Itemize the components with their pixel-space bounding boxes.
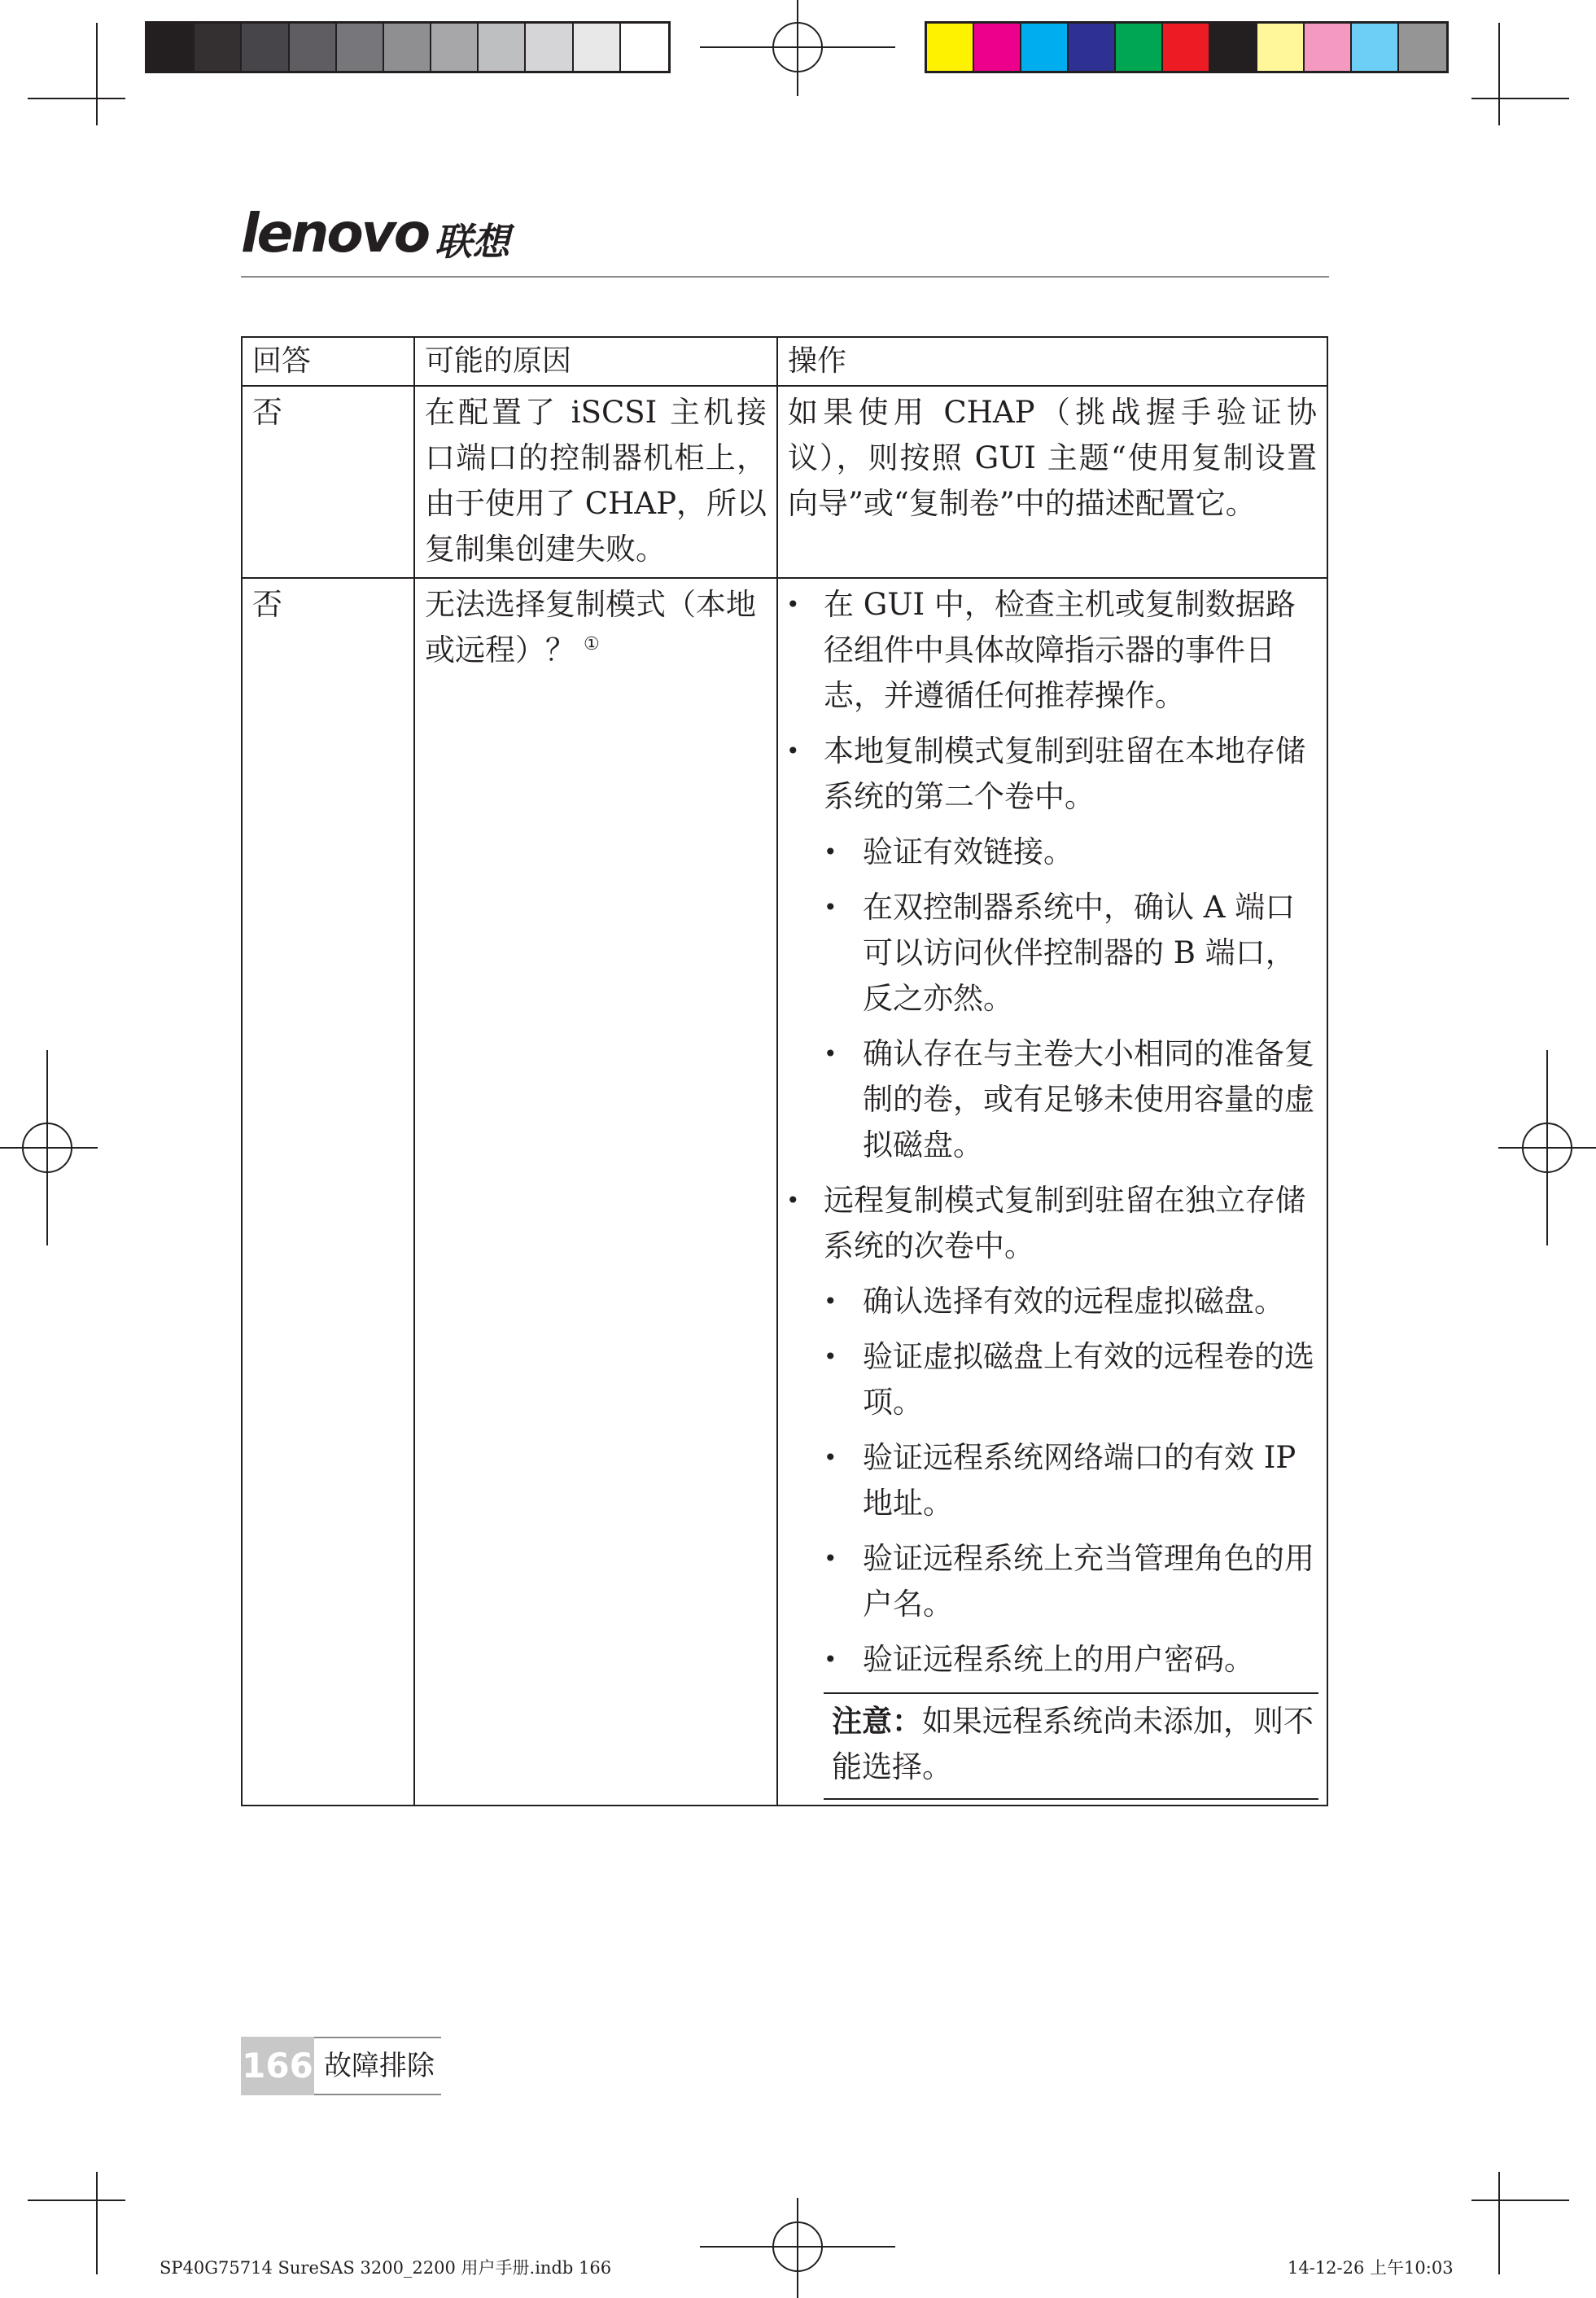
- gray-swatch: [384, 24, 431, 71]
- section-label: 故障排除: [314, 2037, 441, 2095]
- crop-mark: [28, 98, 125, 99]
- color-swatch: [1021, 24, 1069, 71]
- color-swatch: [1257, 24, 1305, 71]
- crop-mark: [96, 23, 98, 125]
- column-header-answer: 回答: [242, 337, 414, 386]
- column-header-cause: 可能的原因: [414, 337, 777, 386]
- list-item: [788, 582, 1318, 719]
- color-swatch: [1069, 24, 1116, 71]
- color-swatch: [974, 24, 1021, 71]
- sub-list-item: • 验证远程系统上的用户密码。: [824, 1637, 1318, 1683]
- color-swatch: [1305, 24, 1352, 71]
- troubleshooting-table: [241, 336, 1328, 1806]
- list-item-text: 本地复制模式复制到驻留在本地存储系统的第二个卷中。: [824, 733, 1305, 814]
- color-swatch: [1399, 24, 1446, 71]
- cause-cell: [414, 578, 777, 1806]
- table-row: [242, 386, 1327, 578]
- gray-swatch: [431, 24, 479, 71]
- sub-list-item: • 确认选择有效的远程虚拟磁盘。: [824, 1279, 1318, 1324]
- cause-cell: 在配置了 iSCSI 主机接口端口的控制器机柜上，由于使用了 CHAP，所以复制集创建失败。: [414, 386, 777, 578]
- list-item-text: 远程复制模式复制到驻留在独立存储系统的次卷中。: [824, 1183, 1305, 1263]
- gray-swatch: [147, 24, 195, 71]
- logo-chinese: 联想: [435, 220, 510, 264]
- answer-cell: 否: [242, 578, 414, 1806]
- registration-mark-bottom: [700, 2198, 895, 2298]
- logo-wordmark: lenovo: [241, 202, 429, 265]
- sub-list-item: • 验证虚拟磁盘上有效的远程卷的选项。: [824, 1334, 1318, 1425]
- gray-swatch: [242, 24, 289, 71]
- registration-mark-left: [0, 1050, 98, 1245]
- cause-text: 无法选择复制模式（本地或远程）？: [425, 587, 756, 668]
- color-swatch: [927, 24, 974, 71]
- color-swatch: [1116, 24, 1163, 71]
- table-row: [242, 578, 1327, 1806]
- color-swatch: [1352, 24, 1399, 71]
- list-item-text: 在 GUI 中，检查主机或复制数据路径组件中具体故障指示器的事件日志，并遵循任何推荐操作。: [824, 587, 1296, 713]
- sub-list: [824, 1279, 1318, 1683]
- sub-list-item: • 验证远程系统上充当管理角色的用户名。: [824, 1536, 1318, 1627]
- sub-list-item: • 验证有效链接。: [824, 829, 1318, 875]
- list-item: [788, 1178, 1318, 1683]
- crop-mark: [1498, 23, 1500, 125]
- crop-mark: [28, 2200, 125, 2201]
- gray-swatch: [621, 24, 668, 71]
- crop-mark: [1471, 98, 1569, 99]
- column-header-action: 操作: [777, 337, 1327, 386]
- sub-list: [824, 829, 1318, 1168]
- color-swatch: [1163, 24, 1210, 71]
- crop-mark: [96, 2172, 98, 2274]
- gray-swatch: [526, 24, 573, 71]
- table-header-row: [242, 337, 1327, 386]
- gray-swatch: [574, 24, 621, 71]
- crop-mark: [1471, 2200, 1569, 2201]
- gray-swatch: [195, 24, 242, 71]
- print-slug-right: 14-12-26 上午10:03: [1288, 2258, 1454, 2278]
- page-number: 166: [241, 2037, 314, 2095]
- color-calibration-bar: [925, 21, 1449, 73]
- sub-list-item: • 确认存在与主卷大小相同的准备复制的卷，或有足够未使用容量的虚拟磁盘。: [824, 1031, 1318, 1168]
- gray-swatch: [479, 24, 526, 71]
- note-text: 如果远程系统尚未添加，则不能选择。: [832, 1704, 1314, 1784]
- action-cell: [777, 578, 1327, 1806]
- footnote-mark: ①: [584, 633, 600, 654]
- header-rule: [241, 276, 1329, 278]
- gray-swatch: [290, 24, 337, 71]
- sub-list-item: • 验证远程系统网络端口的有效 IP 地址。: [824, 1435, 1318, 1526]
- sub-list-item: • 在双控制器系统中，确认 A 端口可以访问伙伴控制器的 B 端口，反之亦然。: [824, 885, 1318, 1022]
- registration-mark-top: [700, 0, 895, 98]
- note-box: [824, 1692, 1318, 1800]
- color-swatch: [1210, 24, 1257, 71]
- crop-mark: [1498, 2172, 1500, 2274]
- answer-cell: 否: [242, 386, 414, 578]
- note-label: 注意：: [832, 1704, 922, 1739]
- grayscale-calibration-bar: [145, 21, 671, 73]
- action-cell: 如果使用 CHAP（挑战握手验证协议），则按照 GUI 主题“使用复制设置向导”或“复制卷”中的描述配置它。: [777, 386, 1327, 578]
- action-list: [788, 582, 1318, 1683]
- registration-mark-right: [1498, 1050, 1596, 1245]
- print-slug-left: SP40G75714 SureSAS 3200_2200 用户手册.indb 166: [160, 2258, 612, 2278]
- list-item: [788, 729, 1318, 1168]
- lenovo-logo: [241, 202, 510, 265]
- gray-swatch: [337, 24, 384, 71]
